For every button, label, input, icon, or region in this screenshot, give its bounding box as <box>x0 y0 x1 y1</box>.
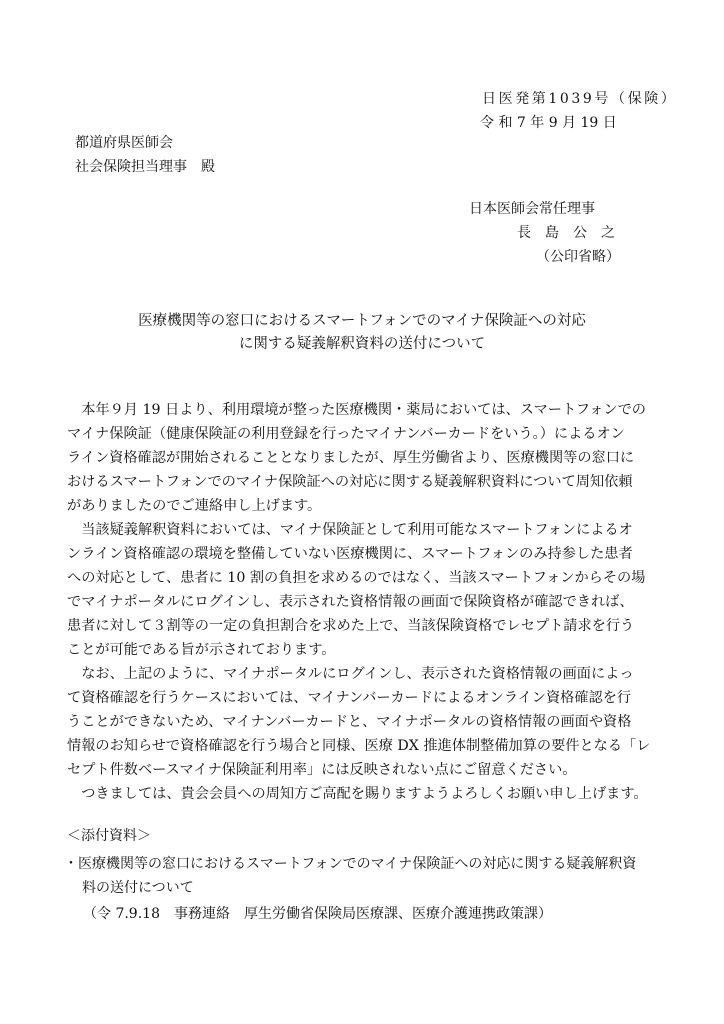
body-line: つきましては、貴会会員への周知方ご高配を賜りますようよろしくお願い申し上げます。 <box>67 786 648 802</box>
body-line: への対応として、患者に 10 割の負担を求めるのではなく、当該スマートフォンからその場 <box>67 570 646 586</box>
body-line: 本年９月 19 日より、利用環境が整った医療機関・薬局においては、スマートフォンでの <box>67 402 646 418</box>
document-number: 日医発第1039号（保険） <box>482 91 678 107</box>
document-date: 令 和 7 年 9 月 19 日 <box>480 115 617 131</box>
subject-line-1: 医療機関等の窓口におけるスマートフォンでのマイナ保険証への対応 <box>138 313 586 329</box>
attachments-heading: ＜添付資料＞ <box>67 828 151 844</box>
recipient-organization: 都道府県医師会 <box>75 135 173 151</box>
body-line: て資格確認を行うケースにおいては、マイナンバーカードによるオンライン資格確認を行 <box>67 690 632 706</box>
sender-name: 長 島 公 之 <box>517 225 615 241</box>
body-line: ライン資格確認が開始されることとなりましたが、厚生労働省より、医療機関等の窓口に <box>67 450 635 466</box>
recipient-title: 社会保険担当理事 殿 <box>75 159 215 175</box>
body-line: おけるスマートフォンでのマイナ保険証への対応に関する疑義解釈資料について周知依頼 <box>67 474 633 490</box>
body-line: なお、上記のように、マイナポータルにログインし、表示された資格情報の画面によっ <box>67 666 634 682</box>
body-line: 当該疑義解釈資料においては、マイナ保険証として利用可能なスマートフォンによるオ <box>67 522 633 538</box>
body-line: でマイナポータルにログインし、表示された資格情報の画面で保険資格が確認できれば、 <box>67 594 634 610</box>
body-line: 患者に対して３割等の一定の負担割合を求めた上で、当該保険資格でレセプト請求を行う <box>67 618 635 634</box>
body-line: うことができないため、マイナンバーカードと、マイナポータルの資格情報の画面や資格 <box>67 714 632 730</box>
seal-note: （公印省略） <box>536 249 620 265</box>
body-line: 情報のお知らせで資格確認を行う場合と同様、医療 DX 推進体制整備加算の要件となる「レ <box>67 738 651 754</box>
body-line: がありましたのでご連絡申し上げます。 <box>67 498 322 514</box>
attachment-item: ・医療機関等の窓口におけるスマートフォンでのマイナ保険証への対応に関する疑義解釈資 <box>64 856 637 872</box>
body-line: セプト件数ベースマイナ保険証利用率」には反映されない点にご留意ください。 <box>67 762 577 778</box>
sender-title: 日本医師会常任理事 <box>469 201 595 217</box>
body-line: マイナ保険証（健康保険証の利用登録を行ったマイナンバーカードをいう。）によるオン <box>67 426 625 442</box>
attachment-item-continued: 料の送付について <box>82 880 194 896</box>
body-line: ことが可能である旨が示されております。 <box>67 642 336 658</box>
attachment-note: （令 7.9.18 事務連絡 厚生労働省保険局医療課、医療介護連携政策課） <box>83 906 552 922</box>
body-line: ンライン資格確認の環境を整備していない医療機関に、スマートフォンのみ持参した患者 <box>67 546 633 562</box>
subject-line-2: に関する疑義解釈資料の送付について <box>238 336 486 352</box>
